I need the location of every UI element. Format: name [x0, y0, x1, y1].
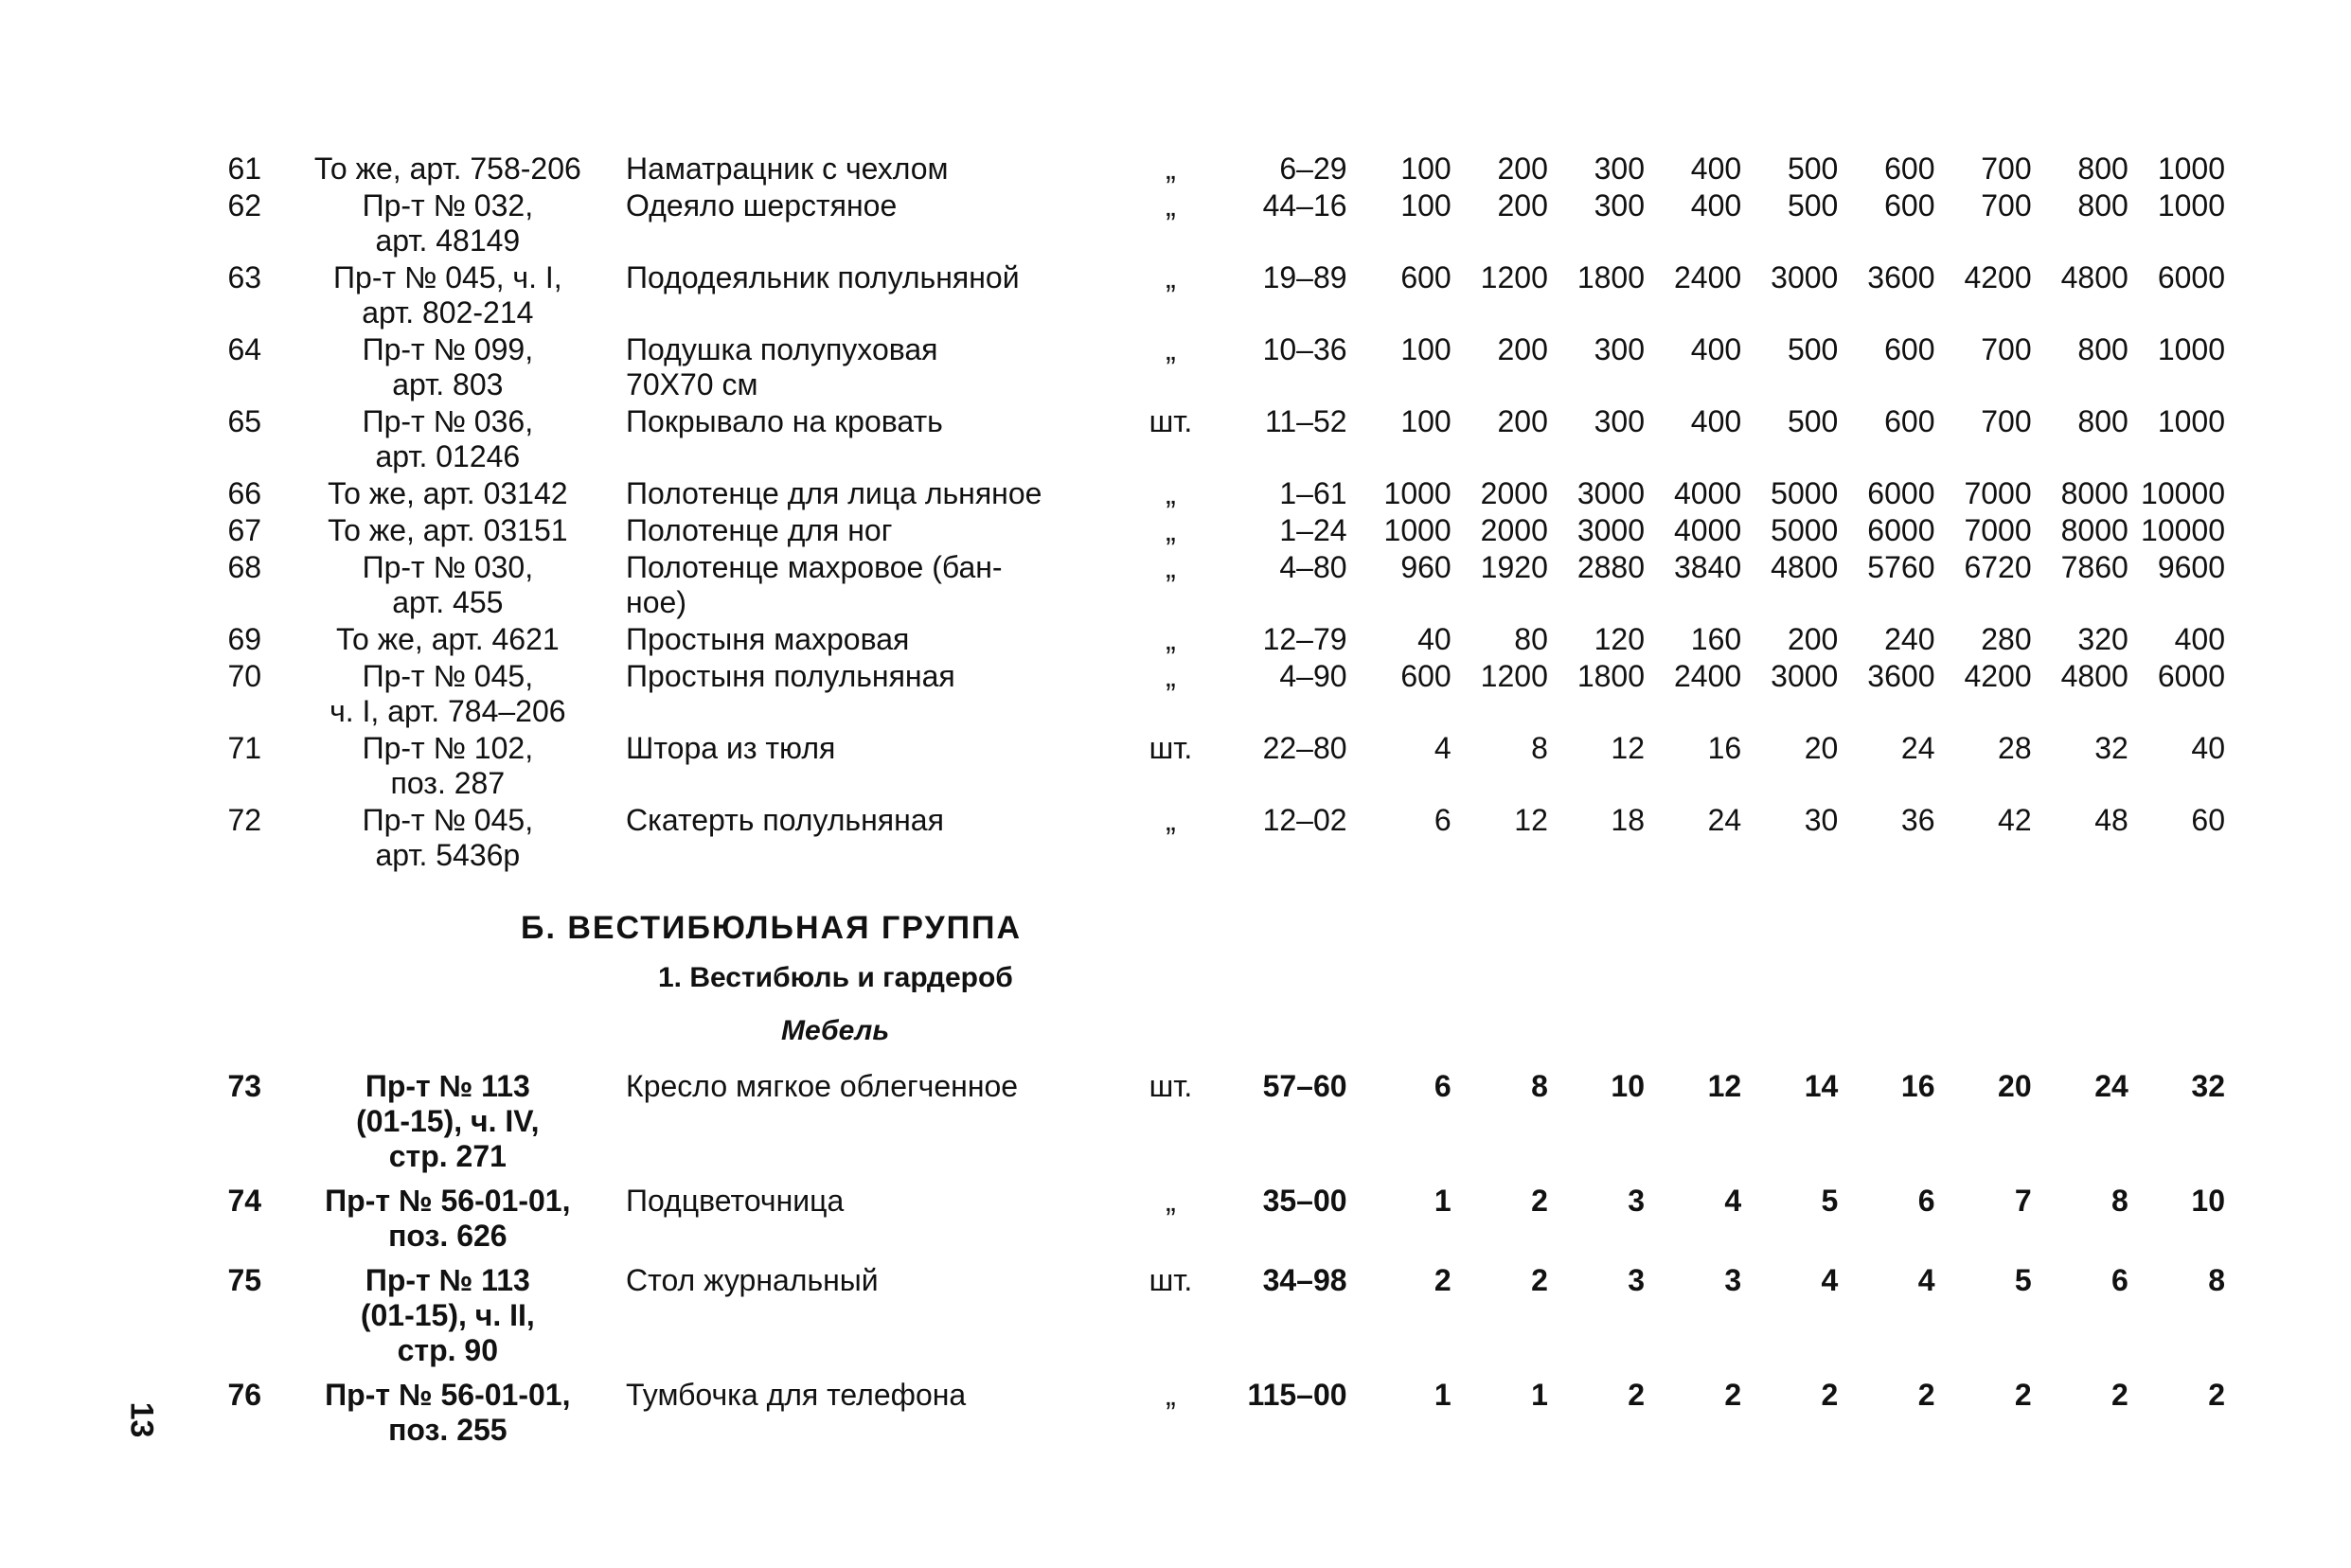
item-name	[614, 659, 1127, 731]
quantity-cell: 5	[2014, 1263, 2032, 1297]
source-line: поз. 255	[388, 1413, 508, 1447]
source-line: Пр-т № 045,	[362, 803, 534, 837]
unit-price: 11–52	[1264, 404, 1347, 438]
quantity-cell: 100	[1400, 332, 1452, 366]
quantity-cell: 2	[1531, 1263, 1548, 1297]
quantity-cell: 5	[1821, 1184, 1839, 1218]
quantity-cell: 200	[1497, 188, 1548, 223]
quantity-cell: 6000	[2157, 260, 2225, 294]
section-title: Б. ВЕСТИБЮЛЬНАЯ ГРУППА	[521, 910, 1023, 946]
item-name-line: Кресло мягкое облегченное	[626, 1069, 1019, 1103]
item-name-line: Простыня махровая	[626, 622, 910, 656]
quantity-cell: 8	[2111, 1184, 2128, 1218]
item-name	[614, 151, 1127, 188]
quantity-cell: 7	[2014, 1184, 2032, 1218]
quantity-cell: 3000	[1576, 513, 1646, 547]
quantity-cell: 6000	[2157, 659, 2225, 693]
row-number: 76	[227, 1378, 262, 1412]
quantity-cell: 2	[2014, 1378, 2032, 1412]
quantity-cell: 4	[1434, 731, 1452, 765]
quantity-cell: 3000	[1576, 476, 1646, 510]
table-row	[208, 513, 2225, 550]
quantity-cell: 80	[1514, 622, 1548, 656]
quantity-cell: 240	[1884, 622, 1935, 656]
item-name-line: 70Х70 см	[626, 367, 758, 401]
quantity-cell: 4200	[1964, 260, 2032, 294]
source-line: (01-15), ч. IV,	[356, 1104, 540, 1138]
quantity-cell: 3	[1628, 1263, 1646, 1297]
page-number: 13	[123, 1401, 160, 1438]
table-row	[208, 260, 2225, 332]
quantity-cell: 200	[1497, 404, 1548, 438]
item-name	[614, 332, 1127, 404]
source-reference	[281, 622, 614, 659]
source-reference	[281, 260, 614, 332]
quantity-cell: 960	[1400, 550, 1452, 584]
source-line: (01-15), ч. II,	[360, 1298, 535, 1332]
quantity-cell: 7860	[2060, 550, 2128, 584]
quantity-cell: 500	[1787, 404, 1839, 438]
source-reference	[281, 1256, 614, 1370]
quantity-cell: 4	[1724, 1184, 1742, 1218]
quantity-cell: 3840	[1673, 550, 1742, 584]
item-name	[614, 260, 1127, 332]
item-name-line: Подцветочница	[626, 1184, 845, 1218]
quantity-cell: 700	[1981, 151, 2032, 186]
unit-price: 12–79	[1262, 622, 1347, 656]
source-line: Пр-т № 036,	[362, 404, 534, 438]
quantity-cell: 2	[2208, 1378, 2225, 1412]
quantity-cell: 1200	[1480, 260, 1548, 294]
item-name-line: Тумбочка для телефона	[626, 1378, 967, 1412]
source-line: Пр-т № 032,	[362, 188, 534, 223]
quantity-cell: 40	[2191, 731, 2225, 765]
quantity-cell: 400	[1690, 188, 1742, 223]
row-number: 72	[227, 803, 262, 837]
table-row	[208, 332, 2225, 404]
quantity-cell: 1800	[1576, 659, 1646, 693]
quantity-cell: 6	[1434, 1069, 1452, 1103]
row-number: 66	[227, 476, 262, 510]
quantity-cell: 2	[1917, 1378, 1935, 1412]
row-number: 62	[227, 188, 262, 223]
quantity-cell: 8	[1531, 1069, 1548, 1103]
unit-price: 4–80	[1279, 550, 1347, 584]
unit: „	[1166, 550, 1176, 584]
quantity-cell: 1000	[2157, 404, 2225, 438]
item-name-line: Штора из тюля	[626, 731, 836, 765]
source-line: Пр-т № 56-01-01,	[325, 1184, 571, 1218]
quantity-cell: 8000	[2060, 513, 2128, 547]
item-name-line: Наматрацник с чехлом	[626, 151, 949, 186]
quantity-cell: 24	[2094, 1069, 2128, 1103]
table-row	[208, 550, 2225, 622]
source-line: Пр-т № 56-01-01,	[325, 1378, 571, 1412]
source-line: арт. 455	[392, 585, 504, 619]
quantity-cell: 2000	[1480, 513, 1548, 547]
table-row	[208, 622, 2225, 659]
item-name-line: Простыня полульняная	[626, 659, 955, 693]
unit-price: 22–80	[1262, 731, 1347, 765]
quantity-cell: 12	[1707, 1069, 1742, 1103]
item-name-line: Полотенце для лица льняное	[626, 476, 1042, 510]
equipment-table	[208, 151, 2225, 1450]
item-name-line: Полотенце махровое (бан-	[626, 550, 1003, 584]
quantity-cell: 4	[1917, 1263, 1935, 1297]
row-number: 74	[227, 1184, 262, 1218]
quantity-cell: 4	[1821, 1263, 1839, 1297]
source-line: арт. 802-214	[362, 295, 534, 330]
quantity-cell: 4800	[2060, 260, 2128, 294]
quantity-cell: 4800	[2060, 659, 2128, 693]
quantity-cell: 200	[1787, 622, 1839, 656]
quantity-cell: 28	[1998, 731, 2032, 765]
source-line: арт. 803	[392, 367, 504, 401]
quantity-cell: 6720	[1964, 550, 2032, 584]
unit: шт.	[1149, 1069, 1193, 1103]
quantity-cell: 2	[1724, 1378, 1742, 1412]
quantity-cell: 8	[2208, 1263, 2225, 1297]
row-number: 68	[227, 550, 262, 584]
source-line: арт. 5436р	[375, 838, 521, 872]
quantity-cell: 300	[1594, 188, 1646, 223]
unit-price: 6–29	[1279, 151, 1347, 186]
quantity-cell: 6000	[1867, 513, 1935, 547]
table-body-group-a	[208, 151, 2225, 875]
table-row	[208, 803, 2225, 875]
item-name	[614, 550, 1127, 622]
item-name	[614, 731, 1127, 803]
source-line: То же, арт. 758-206	[313, 151, 581, 186]
quantity-cell: 5000	[1771, 513, 1839, 547]
unit: „	[1166, 1184, 1176, 1218]
source-line: То же, арт. 03142	[328, 476, 568, 510]
quantity-cell: 280	[1981, 622, 2032, 656]
quantity-cell: 800	[2077, 332, 2128, 366]
quantity-cell: 400	[1690, 151, 1742, 186]
unit: „	[1166, 476, 1176, 510]
source-line: Пр-т № 102,	[362, 731, 534, 765]
quantity-cell: 3600	[1867, 659, 1935, 693]
source-line: арт. 48149	[375, 223, 521, 258]
category-title: Мебель	[781, 1015, 890, 1046]
item-name-line: Одеяло шерстяное	[626, 188, 898, 223]
quantity-cell: 1000	[2157, 188, 2225, 223]
quantity-cell: 600	[1400, 659, 1452, 693]
quantity-cell: 12	[1514, 803, 1548, 837]
quantity-cell: 24	[1707, 803, 1742, 837]
quantity-cell: 200	[1497, 332, 1548, 366]
quantity-cell: 2000	[1480, 476, 1548, 510]
quantity-cell: 1800	[1576, 260, 1646, 294]
item-name	[614, 803, 1127, 875]
quantity-cell: 300	[1594, 151, 1646, 186]
quantity-cell: 2400	[1673, 659, 1742, 693]
quantity-cell: 7000	[1964, 513, 2032, 547]
quantity-cell: 1000	[1383, 476, 1452, 510]
quantity-cell: 5760	[1867, 550, 1935, 584]
quantity-cell: 4800	[1771, 550, 1839, 584]
unit: „	[1166, 260, 1176, 294]
quantity-cell: 10000	[2141, 513, 2225, 547]
unit: „	[1166, 151, 1176, 186]
quantity-cell: 32	[2191, 1069, 2225, 1103]
row-number: 71	[227, 731, 262, 765]
quantity-cell: 12	[1611, 731, 1646, 765]
quantity-cell: 400	[1690, 404, 1742, 438]
item-name	[614, 188, 1127, 260]
quantity-cell: 16	[1707, 731, 1742, 765]
unit-price: 44–16	[1262, 188, 1347, 223]
quantity-cell: 100	[1400, 404, 1452, 438]
quantity-cell: 2400	[1673, 260, 1742, 294]
quantity-cell: 160	[1690, 622, 1742, 656]
source-line: арт. 01246	[375, 439, 521, 473]
quantity-cell: 2	[1628, 1378, 1646, 1412]
quantity-cell: 8000	[2060, 476, 2128, 510]
quantity-cell: 4000	[1673, 513, 1742, 547]
quantity-cell: 10	[2191, 1184, 2225, 1218]
unit: „	[1166, 332, 1176, 366]
quantity-cell: 120	[1594, 622, 1646, 656]
item-name-line: Стол журнальный	[626, 1263, 879, 1297]
quantity-cell: 30	[1804, 803, 1839, 837]
quantity-cell: 8	[1531, 731, 1548, 765]
row-number: 70	[227, 659, 262, 693]
quantity-cell: 18	[1611, 803, 1646, 837]
source-line: Пр-т № 045, ч. I,	[333, 260, 562, 294]
unit-price: 1–24	[1279, 513, 1347, 547]
quantity-cell: 100	[1400, 188, 1452, 223]
source-line: Пр-т № 045,	[362, 659, 534, 693]
quantity-cell: 1000	[2157, 151, 2225, 186]
quantity-cell: 3	[1724, 1263, 1742, 1297]
quantity-cell: 6	[1434, 803, 1452, 837]
quantity-cell: 36	[1900, 803, 1935, 837]
unit: шт.	[1149, 731, 1193, 765]
quantity-cell: 4000	[1673, 476, 1742, 510]
quantity-cell: 9600	[2157, 550, 2225, 584]
table-row	[208, 1256, 2225, 1370]
item-name-line: Пододеяльник полульняной	[626, 260, 1020, 294]
quantity-cell: 2	[2111, 1378, 2128, 1412]
quantity-cell: 10000	[2141, 476, 2225, 510]
quantity-cell: 5000	[1771, 476, 1839, 510]
item-name-line: Покрывало на кровать	[626, 404, 943, 438]
source-line: поз. 287	[390, 766, 506, 800]
quantity-cell: 600	[1884, 151, 1935, 186]
source-reference	[281, 803, 614, 875]
table-row	[208, 188, 2225, 260]
item-name-line: Скатерть полульняная	[626, 803, 944, 837]
quantity-cell: 6	[1917, 1184, 1935, 1218]
unit-price: 4–90	[1279, 659, 1347, 693]
quantity-cell: 320	[2077, 622, 2128, 656]
source-reference	[281, 151, 614, 188]
quantity-cell: 1	[1434, 1378, 1452, 1412]
source-reference	[281, 332, 614, 404]
item-name-line: Полотенце для ног	[626, 513, 893, 547]
quantity-cell: 24	[1900, 731, 1935, 765]
quantity-cell: 100	[1400, 151, 1452, 186]
source-reference	[281, 550, 614, 622]
source-line: поз. 626	[388, 1219, 508, 1253]
quantity-cell: 60	[2191, 803, 2225, 837]
unit: „	[1166, 803, 1176, 837]
quantity-cell: 20	[1998, 1069, 2032, 1103]
table-row	[208, 731, 2225, 803]
source-line: Пр-т № 113	[365, 1069, 530, 1103]
quantity-cell: 14	[1804, 1069, 1839, 1103]
unit: „	[1166, 622, 1176, 656]
unit-price: 35–00	[1262, 1184, 1347, 1218]
quantity-cell: 800	[2077, 188, 2128, 223]
item-name	[614, 1370, 1127, 1450]
unit: „	[1166, 188, 1176, 223]
unit: „	[1166, 513, 1176, 547]
quantity-cell: 300	[1594, 404, 1646, 438]
quantity-cell: 800	[2077, 151, 2128, 186]
subsection-title: 1. Вестибюль и гардероб	[658, 962, 1013, 993]
quantity-cell: 2880	[1576, 550, 1646, 584]
table-body-group-b	[208, 1069, 2225, 1450]
quantity-cell: 40	[1417, 622, 1452, 656]
quantity-cell: 2	[1434, 1263, 1452, 1297]
quantity-cell: 400	[1690, 332, 1742, 366]
quantity-cell: 1920	[1480, 550, 1548, 584]
table-row	[208, 404, 2225, 476]
row-number: 61	[227, 151, 262, 186]
item-name-line: Подушка полупуховая	[626, 332, 938, 366]
unit-price: 10–36	[1262, 332, 1347, 366]
quantity-cell: 600	[1884, 332, 1935, 366]
quantity-cell: 500	[1787, 188, 1839, 223]
quantity-cell: 700	[1981, 188, 2032, 223]
item-name	[614, 476, 1127, 513]
source-reference	[281, 1370, 614, 1450]
source-line: ч. I, арт. 784–206	[329, 694, 566, 728]
item-name	[614, 513, 1127, 550]
source-reference	[281, 731, 614, 803]
quantity-cell: 500	[1787, 332, 1839, 366]
item-name	[614, 622, 1127, 659]
table-row	[208, 476, 2225, 513]
source-line: Пр-т № 113	[365, 1263, 530, 1297]
quantity-cell: 16	[1900, 1069, 1935, 1103]
quantity-cell: 10	[1611, 1069, 1646, 1103]
source-reference	[281, 1176, 614, 1256]
row-number: 67	[227, 513, 262, 547]
unit-price: 1–61	[1279, 476, 1347, 510]
row-number: 63	[227, 260, 262, 294]
unit: шт.	[1149, 404, 1193, 438]
source-line: То же, арт. 03151	[328, 513, 568, 547]
unit: шт.	[1149, 1263, 1193, 1297]
table-row	[208, 151, 2225, 188]
source-reference	[281, 404, 614, 476]
quantity-cell: 48	[2094, 803, 2128, 837]
unit: „	[1166, 1378, 1176, 1412]
quantity-cell: 2	[1821, 1378, 1839, 1412]
source-reference	[281, 513, 614, 550]
item-name	[614, 1176, 1127, 1256]
source-line: То же, арт. 4621	[335, 622, 560, 656]
quantity-cell: 1200	[1480, 659, 1548, 693]
source-line: стр. 271	[388, 1139, 507, 1173]
unit-price: 34–98	[1262, 1263, 1347, 1297]
item-name	[614, 1069, 1127, 1176]
unit-price: 57–60	[1262, 1069, 1347, 1103]
source-reference	[281, 659, 614, 731]
quantity-cell: 3600	[1867, 260, 1935, 294]
source-line: Пр-т № 030,	[362, 550, 534, 584]
unit-price: 115–00	[1247, 1378, 1347, 1412]
quantity-cell: 800	[2077, 404, 2128, 438]
quantity-cell: 600	[1884, 404, 1935, 438]
source-reference	[281, 1069, 614, 1176]
section-header	[208, 875, 2225, 1069]
quantity-cell: 400	[2174, 622, 2225, 656]
row-number: 69	[227, 622, 262, 656]
quantity-cell: 1	[1531, 1378, 1548, 1412]
quantity-cell: 42	[1998, 803, 2032, 837]
quantity-cell: 500	[1787, 151, 1839, 186]
quantity-cell: 3000	[1771, 659, 1839, 693]
table-row	[208, 1069, 2225, 1176]
source-line: стр. 90	[397, 1333, 499, 1367]
row-number: 75	[227, 1263, 262, 1297]
quantity-cell: 1000	[2157, 332, 2225, 366]
source-reference	[281, 188, 614, 260]
unit: „	[1166, 659, 1176, 693]
quantity-cell: 2	[1531, 1184, 1548, 1218]
unit-price: 12–02	[1262, 803, 1347, 837]
quantity-cell: 1	[1434, 1184, 1452, 1218]
table-row	[208, 1176, 2225, 1256]
item-name	[614, 404, 1127, 476]
quantity-cell: 700	[1981, 332, 2032, 366]
quantity-cell: 4200	[1964, 659, 2032, 693]
quantity-cell: 700	[1981, 404, 2032, 438]
quantity-cell: 32	[2094, 731, 2128, 765]
quantity-cell: 6	[2111, 1263, 2128, 1297]
quantity-cell: 300	[1594, 332, 1646, 366]
quantity-cell: 7000	[1964, 476, 2032, 510]
quantity-cell: 6000	[1867, 476, 1935, 510]
quantity-cell: 20	[1804, 731, 1839, 765]
row-number: 64	[227, 332, 262, 366]
table-row	[208, 659, 2225, 731]
source-line: Пр-т № 099,	[362, 332, 534, 366]
quantity-cell: 3	[1628, 1184, 1646, 1218]
source-reference	[281, 476, 614, 513]
quantity-cell: 600	[1884, 188, 1935, 223]
quantity-cell: 1000	[1383, 513, 1452, 547]
quantity-cell: 3000	[1771, 260, 1839, 294]
item-name-line: ное)	[626, 585, 686, 619]
row-number: 73	[227, 1069, 262, 1103]
table-row	[208, 1370, 2225, 1450]
item-name	[614, 1256, 1127, 1370]
unit-price: 19–89	[1262, 260, 1347, 294]
row-number: 65	[227, 404, 262, 438]
quantity-cell: 600	[1400, 260, 1452, 294]
quantity-cell: 200	[1497, 151, 1548, 186]
